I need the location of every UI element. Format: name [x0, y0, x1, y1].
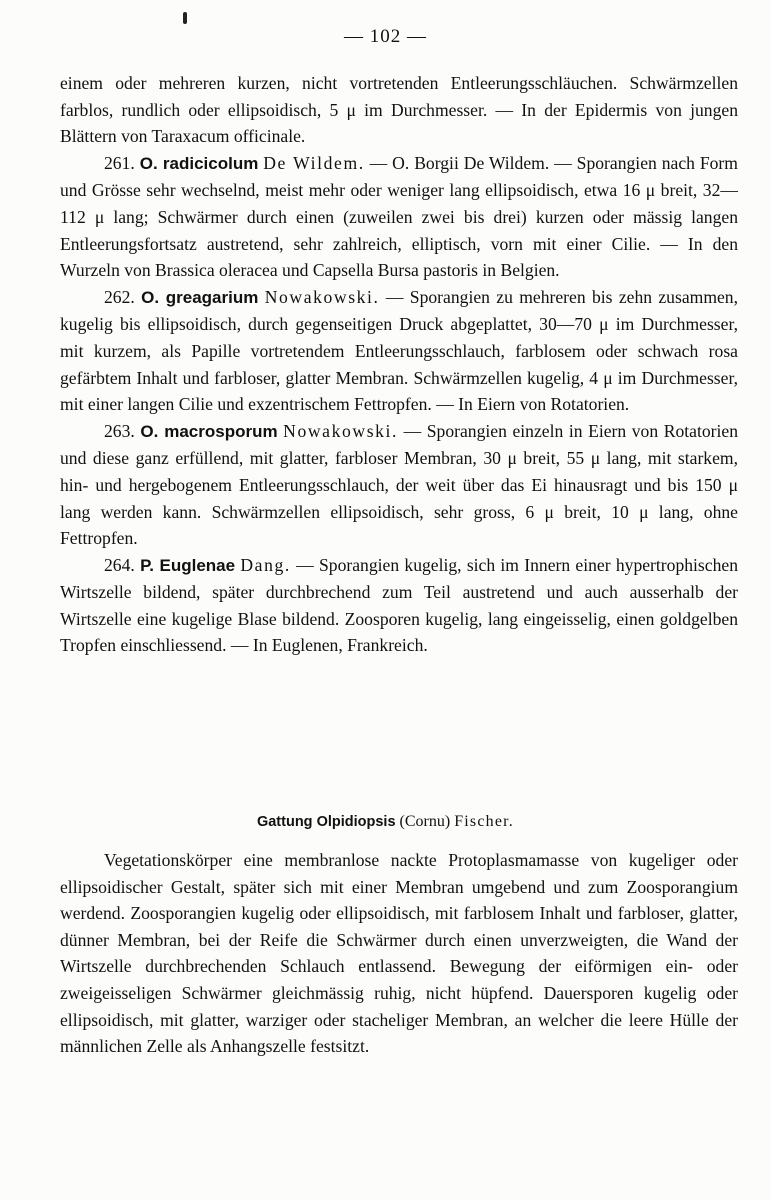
species-entry-264: [60, 552, 738, 659]
species-entry-261: [60, 150, 738, 284]
species-description: — Sporangien kugelig, sich im Innern einer hypertrophischen Wirtszelle bildend, später durchbrechend zum Teil austretend und auch ausserhalb der Wirtszelle eine kugelige Blase bildend. Zoosporen kugelig, lang eingeisselig, einen goldgelben Tropfen einschliessend. — In Euglenen, Frankreich.: [60, 554, 738, 656]
species-author: Nowakowski.: [283, 420, 399, 441]
genus-author-parenthetical: (Cornu): [399, 813, 451, 830]
species-name: O. radicicolum: [139, 153, 259, 173]
entry-number: 263.: [104, 420, 135, 441]
species-name: O. greagarium: [141, 287, 259, 307]
species-description: — Sporangien einzeln in Eiern von Rotatorien und diese ganz erfüllend, mit glatter, farbloser Membran, 30 μ breit, 55 μ lang, mit starkem, hin- und hergebogenem Entleerungsschlauch, der weit über das Ei hinausragt und bis 150 μ lang werden kann. Schwärmzellen ellipsoidisch, sehr gross, 6 μ breit, 10 μ lang, ohne Fettropfen.: [60, 420, 738, 549]
species-name: P. Euglenae: [140, 555, 236, 575]
genus-description-block: [60, 847, 738, 1060]
species-entry-262: [60, 284, 738, 418]
continuation-paragraph: einem oder mehreren kurzen, nicht vortretenden Entleerungsschläuchen. Schwärmzellen farblos, rundlich oder ellipsoidisch, 5 μ im Durchmesser. — In der Epidermis von jungen Blättern von Taraxacum officinale.: [60, 73, 738, 147]
page-number: — 102 —: [344, 26, 427, 47]
genus-description: Vegetationskörper eine membranlose nackte Protoplasmamasse von kugeliger oder ellipsoidischer Gestalt, später sich mit einer Membran umgebend und zum Zoosporangium werdend. Zoosporangien kugelig oder ellipsoidisch, mit farblosem Inhalt und farbloser, glatter, dünner Membran, bei der Reife die Schwärmer durch einen unverzweigten, die Wand der Wirtszelle durchbrechenden Schlauch entlassend. Bewegung der eiförmigen ein- oder zweigeisseligen Schwärmer gleichmässig ruhig, nicht hüpfend. Dauersporen kugelig oder ellipsoidisch, mit glatter, warziger oder stacheliger Membran, an welcher die leere Hülle der männlichen Zelle als Anhangszelle festsitzt.: [60, 850, 738, 1057]
genus-heading: [0, 813, 771, 831]
species-author: Nowakowski.: [264, 286, 380, 307]
entry-number: 261.: [104, 152, 135, 173]
entry-number: 264.: [104, 554, 135, 575]
species-entry-263: [60, 418, 738, 552]
species-description: — Sporangien zu mehreren bis zehn zusammen, kugelig bis ellipsoidisch, durch gegenseitigen Druck abgeplattet, 30—70 μ im Durchmesser, mit kurzem, als Papille vortretendem Entleerungsschlauch, farblosem oder schwach rosa gefärbtem Inhalt und farbloser, glatter Membran. Schwärmzellen kugelig, 4 μ im Durchmesser, mit einer langen Cilie und exzentrischem Fettropfen. — In Eiern von Rotatorien.: [60, 286, 739, 415]
species-name: O. macrosporum: [140, 421, 278, 441]
upper-text-block: [60, 70, 738, 659]
species-author: De Wildem.: [263, 152, 365, 173]
ink-mark: [183, 12, 187, 24]
entry-number: 262.: [104, 286, 135, 307]
genus-name: Gattung Olpidiopsis: [256, 814, 396, 830]
species-description: — O. Borgii De Wildem. — Sporangien nach Form und Grösse sehr wechselnd, meist mehr oder weniger lang ellipsoidisch, etwa 16 μ breit, 32—112 μ lang; Schwärmer durch einen (zuweilen zwei bis drei) kurzen oder mässig langen Entleerungsfortsatz austretend, sehr zahlreich, elliptisch, vorn mit einer Cilie. — In den Wurzeln von Brassica oleracea und Capsella Bursa pastoris in Belgien.: [60, 152, 738, 281]
species-author: Dang.: [240, 554, 291, 575]
genus-author: Fischer.: [454, 813, 515, 830]
